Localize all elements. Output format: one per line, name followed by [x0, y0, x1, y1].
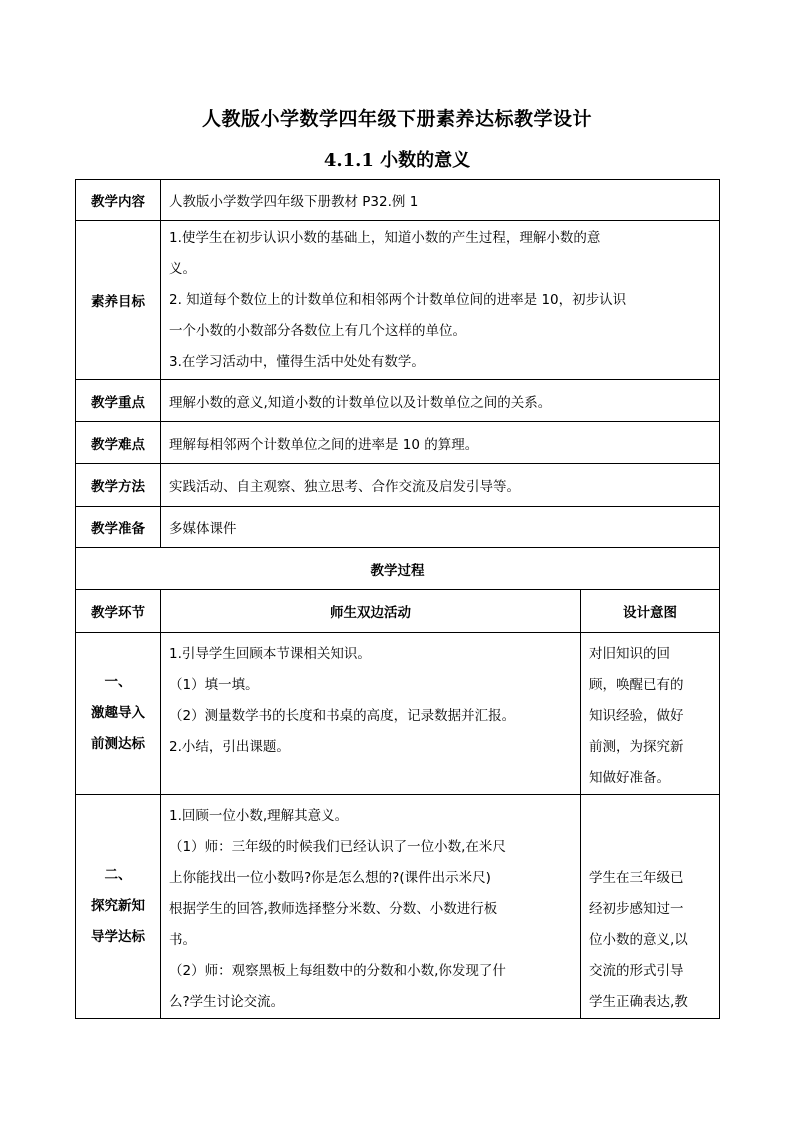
intent-line: 交流的形式引导: [589, 963, 684, 979]
intent-line: 对旧知识的回: [589, 646, 670, 662]
value-method: 实践活动、自主观察、独立思考、合作交流及启发引导等。: [161, 464, 720, 507]
row-difficult-points: [76, 422, 720, 464]
row-process-heading: [76, 548, 720, 590]
intent-line: 经初步感知过一: [589, 901, 684, 917]
value-teaching-content: 人教版小学数学四年级下册教材 P32.例 1: [161, 180, 720, 221]
row-method: [76, 464, 720, 507]
goal-line: 1.使学生在初步认识小数的基础上，知道小数的产生过程，理解小数的意: [169, 229, 601, 246]
stage-1-activities: [161, 633, 581, 795]
lesson-title: 4.1.1 小数的意义: [323, 150, 471, 171]
intent-line: 位小数的意义,以: [589, 932, 688, 948]
stage-name-line: 二、: [104, 867, 132, 883]
process-heading: 教学过程: [76, 548, 720, 590]
document-title: 人教版小学数学四年级下册素养达标教学设计: [201, 108, 592, 130]
row-column-headers: [76, 590, 720, 633]
label-goals: 素养目标: [76, 221, 161, 380]
row-key-points: [76, 380, 720, 422]
stage-name-line: 探究新知: [91, 898, 145, 914]
activity-line: （1）填一填。: [169, 677, 259, 693]
goal-line: 3.在学习活动中，懂得生活中处处有数学。: [169, 353, 425, 370]
activity-line: 1.引导学生回顾本节课相关知识。: [169, 646, 371, 662]
label-preparation: 教学准备: [76, 507, 161, 548]
label-difficult-points: 教学难点: [76, 422, 161, 464]
column-header-intent: 设计意图: [581, 590, 720, 633]
column-header-activities: 师生双边活动: [161, 590, 581, 633]
goal-line: 一个小数的小数部分各数位上有几个这样的单位。: [169, 322, 466, 339]
stage-1-intent: [581, 633, 720, 795]
activity-line: 书。: [169, 932, 196, 948]
stage-2-activities: [161, 795, 581, 1019]
stage-name-line: 前测达标: [91, 736, 145, 752]
stage-2-intent: [581, 795, 720, 1019]
row-goals: [76, 221, 720, 380]
stage-name-line: 导学达标: [91, 929, 145, 945]
stage-1-name: [76, 633, 161, 795]
intent-line: 知做好准备。: [589, 770, 670, 786]
intent-line: 学生在三年级已: [589, 870, 684, 886]
intent-line: 知识经验，做好: [589, 708, 684, 724]
label-teaching-content: 教学内容: [76, 180, 161, 221]
activity-line: （2）师：观察黑板上每组数中的分数和小数,你发现了什: [169, 963, 506, 979]
goal-line: 义。: [169, 260, 196, 277]
intent-line: 顾，唤醒已有的: [589, 677, 684, 693]
activity-line: 2.小结，引出课题。: [169, 739, 290, 755]
stage-row-1: [76, 633, 720, 795]
row-teaching-content: [76, 180, 720, 221]
stage-name-line: 一、: [104, 674, 132, 690]
activity-line: 根据学生的回答,教师选择整分米数、分数、小数进行板: [169, 901, 498, 917]
goal-line: 2. 知道每个数位上的计数单位和相邻两个计数单位间的进率是 10，初步认识: [169, 291, 627, 308]
value-preparation: 多媒体课件: [161, 507, 720, 548]
activity-line: （1）师：三年级的时候我们已经认识了一位小数,在米尺: [169, 839, 506, 855]
stage-name-line: 激趣导入: [91, 705, 145, 721]
row-preparation: [76, 507, 720, 548]
column-header-stage: 教学环节: [76, 590, 161, 633]
activity-line: 上你能找出一位小数吗?你是怎么想的?(课件出示米尺): [169, 870, 491, 886]
stage-row-2: [76, 795, 720, 1019]
value-goals: [161, 221, 720, 380]
activity-line: （2）测量数学书的长度和书桌的高度，记录数据并汇报。: [169, 708, 516, 724]
stage-2-name: [76, 795, 161, 1019]
value-difficult-points: 理解每相邻两个计数单位之间的进率是 10 的算理。: [161, 422, 720, 464]
label-method: 教学方法: [76, 464, 161, 507]
activity-line: 1.回顾一位小数,理解其意义。: [169, 808, 349, 824]
value-key-points: 理解小数的意义,知道小数的计数单位以及计数单位之间的关系。: [161, 380, 720, 422]
lesson-plan-table: [75, 179, 720, 1019]
label-key-points: 教学重点: [76, 380, 161, 422]
intent-line: 前测，为探究新: [589, 739, 684, 755]
activity-line: 么?学生讨论交流。: [169, 994, 285, 1010]
intent-line: 学生正确表达,教: [589, 994, 688, 1010]
